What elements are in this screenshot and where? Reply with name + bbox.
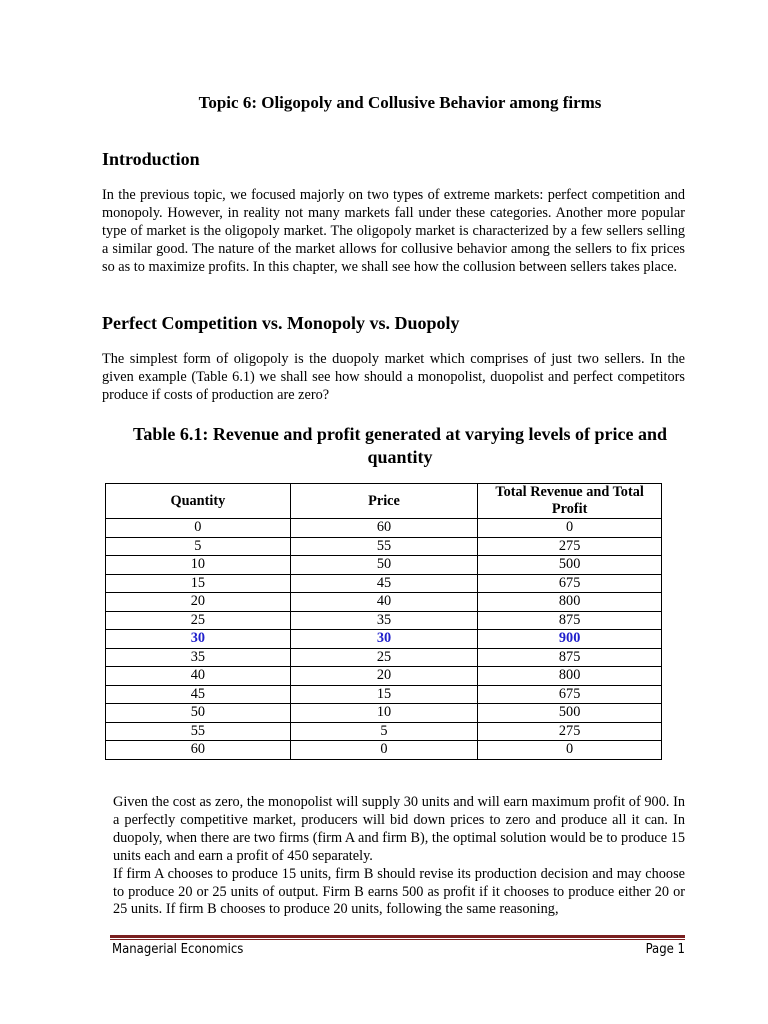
discussion-paragraph-1: Given the cost as zero, the monopolist will supply 30 units and will earn maximum profit of 900. In a perfectly competitive market, producers will bid down prices to zero and produce all it can. In duopoly, when there are two firms (firm A and firm B), the optimal solution would be to produce 15 units each and earn a profit of 450 separately.	[113, 794, 685, 864]
header-price: Price	[290, 484, 478, 519]
revenue-cell: 0	[478, 741, 662, 760]
revenue-cell: 500	[478, 704, 662, 723]
revenue-cell: 275	[478, 537, 662, 556]
price-cell: 20	[290, 667, 478, 686]
table-row	[106, 556, 662, 575]
footer-page-number: Page 1	[645, 942, 685, 957]
table-row	[106, 537, 662, 556]
quantity-cell: 40	[106, 667, 291, 686]
price-cell: 55	[290, 537, 478, 556]
revenue-cell: 800	[478, 593, 662, 612]
table-row	[106, 722, 662, 741]
introduction-paragraph: In the previous topic, we focused majorly on two types of extreme markets: perfect competition and monopoly. However, in reality not many markets fall under these categories. Another more popular type of market is the oligopoly market. The oligopoly market is characterized by a few sellers selling a similar good. The nature of the market allows for collusive behavior among the sellers to fix prices so as to maximize profits. In this chapter, we shall see how the collusion between sellers takes place.	[102, 187, 685, 275]
table-row	[106, 593, 662, 612]
footer-rule-thin	[110, 939, 685, 940]
revenue-cell: 275	[478, 722, 662, 741]
price-cell: 5	[290, 722, 478, 741]
introduction-heading: Introduction	[102, 149, 200, 169]
quantity-cell: 25	[106, 611, 291, 630]
table-row	[106, 648, 662, 667]
table-row	[106, 630, 662, 649]
price-cell: 50	[290, 556, 478, 575]
quantity-cell: 50	[106, 704, 291, 723]
price-cell: 25	[290, 648, 478, 667]
price-cell: 10	[290, 704, 478, 723]
price-cell: 45	[290, 574, 478, 593]
table-row	[106, 574, 662, 593]
quantity-cell: 15	[106, 574, 291, 593]
table-row	[106, 741, 662, 760]
revenue-cell: 675	[478, 685, 662, 704]
price-cell: 15	[290, 685, 478, 704]
table-row	[106, 685, 662, 704]
quantity-cell: 60	[106, 741, 291, 760]
quantity-cell: 55	[106, 722, 291, 741]
revenue-cell: 500	[478, 556, 662, 575]
revenue-cell: 800	[478, 667, 662, 686]
revenue-cell: 900	[478, 630, 662, 649]
table-header-row	[106, 484, 662, 519]
revenue-cell: 675	[478, 574, 662, 593]
page-title: Topic 6: Oligopoly and Collusive Behavior among firms	[198, 93, 602, 112]
price-cell: 0	[290, 741, 478, 760]
quantity-cell: 30	[106, 630, 291, 649]
header-quantity: Quantity	[106, 484, 291, 519]
price-cell: 60	[290, 519, 478, 538]
table-row	[106, 704, 662, 723]
header-total-revenue-profit: Total Revenue and Total Profit	[478, 484, 662, 519]
price-cell: 30	[290, 630, 478, 649]
price-cell: 40	[290, 593, 478, 612]
quantity-cell: 45	[106, 685, 291, 704]
revenue-cell: 875	[478, 611, 662, 630]
price-cell: 35	[290, 611, 478, 630]
page-footer	[112, 942, 685, 957]
quantity-cell: 5	[106, 537, 291, 556]
quantity-cell: 0	[106, 519, 291, 538]
discussion-paragraph-2: If firm A chooses to produce 15 units, firm B should revise its production decision and may choose to produce 20 or 25 units of output. Firm B earns 500 as profit if it chooses to produce either 20 or 25 units. If firm B chooses to produce 20 units, following the same reasoning,	[113, 865, 685, 918]
quantity-cell: 10	[106, 556, 291, 575]
discussion-text	[113, 794, 685, 919]
section-paragraph: The simplest form of oligopoly is the duopoly market which comprises of just two sellers. In the given example (Table 6.1) we shall see how should a monopolist, duopolist and perfect competitors produce if costs of production are zero?	[102, 351, 685, 403]
section-heading: Perfect Competition vs. Monopoly vs. Duopoly	[102, 313, 460, 333]
revenue-cell: 0	[478, 519, 662, 538]
revenue-profit-table	[105, 483, 662, 760]
quantity-cell: 20	[106, 593, 291, 612]
table-row	[106, 667, 662, 686]
footer-rule-thick	[110, 935, 685, 938]
table-caption: Table 6.1: Revenue and profit generated at varying levels of price and quantity	[133, 424, 667, 467]
table-row	[106, 519, 662, 538]
footer-course-name: Managerial Economics	[112, 942, 244, 957]
quantity-cell: 35	[106, 648, 291, 667]
table-row	[106, 611, 662, 630]
revenue-cell: 875	[478, 648, 662, 667]
